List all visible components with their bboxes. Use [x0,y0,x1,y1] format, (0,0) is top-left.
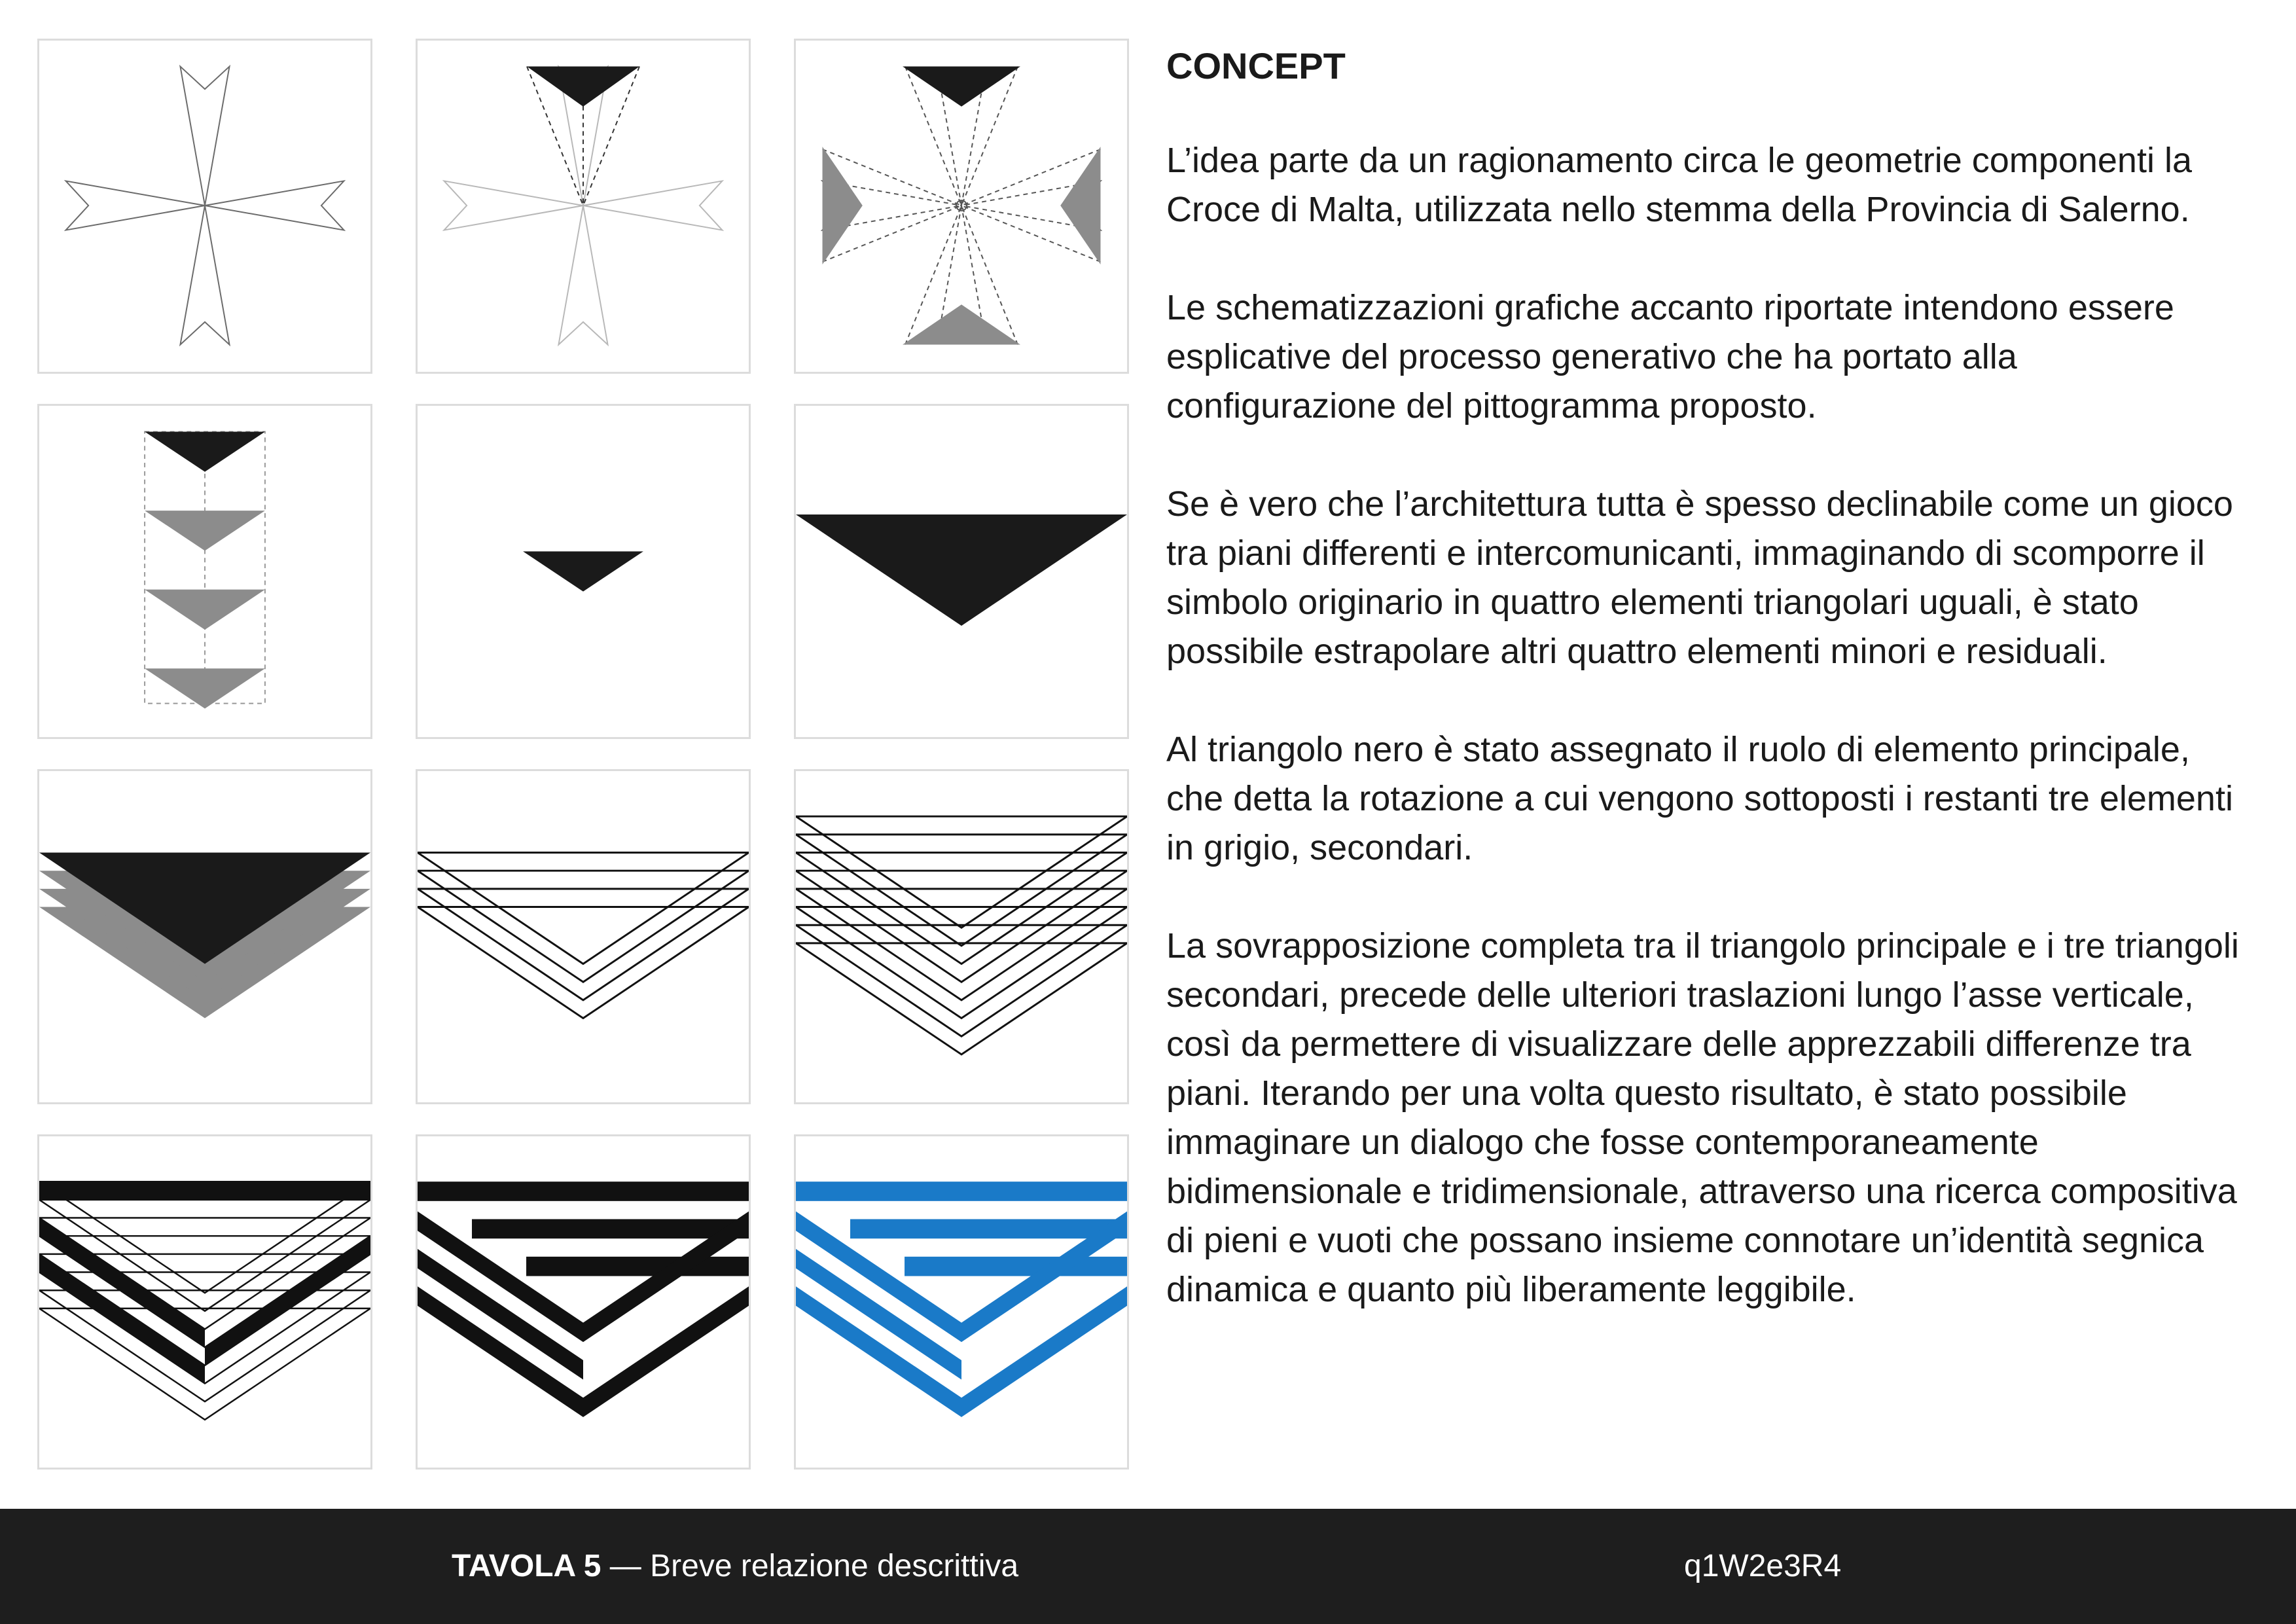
footer-title [452,1548,1018,1584]
footer-tavola: TAVOLA 5 [452,1549,601,1583]
diagram-panel-blue-logo [794,1134,1129,1470]
concept-title: CONCEPT [1166,45,1346,86]
concept-paragraph-5: La sovrapposizione completa tra il triangolo principale e i tre triangoli secondari, precede delle ulteriori traslazioni lungo l’asse verticale, così da permettere di visualizzare delle apprezzabili differenze tra piani. Iterando per una volta questo risultato, è stato possibile immaginare un dialogo che fosse contemporaneamente bidimensionale e tridimensionale, attraverso una ricerca compositiva di pieni e vuoti che possano insieme connotare un’identità segnica dinamica e quanto più liberamente leggibile. [1166,926,2239,1309]
outline-triangle-stack [418,771,749,1102]
diagram-panel-stacked-triangles [37,404,372,739]
concept-paragraph-1: L’idea parte da un ragionamento circa le geometrie componenti la Croce di Malta, utilizzata nello stemma della Provincia di Salerno. [1166,141,2192,229]
concept-paragraph-3: Se è vero che l’architettura tutta è spesso declinabile come un gioco tra piani differenti e intercomunicanti, immaginando di scomporre il simbolo originario in quattro elementi triangolari uguali, è stato possibile estrapolare altri quattro elementi minori e residuali. [1166,484,2233,671]
diagram-panel-outline-stack [416,769,751,1104]
concept-paragraph-4: Al triangolo nero è stato assegnato il ruolo di elemento principale, che detta la rotazione a cui vengono sottoposti i restanti tre elementi in grigio, secondari. [1166,730,2233,867]
footer-code: q1W2e3R4 [1684,1549,1842,1583]
cross-top-triangle-highlight [418,41,749,372]
footer-bar [0,1509,2296,1624]
logo-blue [796,1136,1127,1468]
footer-subtitle: Breve relazione descrittiva [650,1549,1019,1583]
diagram-panel-large-triangle [794,404,1129,739]
diagram-panel-maltese-cross [37,39,372,374]
logo-black [418,1136,749,1468]
triangle-grey-offsets [39,771,370,1102]
outline-triangle-iteration [796,771,1127,1102]
filled-and-outlined-stripes [39,1136,370,1468]
diagram-panel-black-logo [416,1134,751,1470]
concept-paragraph-2: Le schematizzazioni grafiche accanto riportate intendono essere esplicative del processo generativo che ha portato alla configurazione del pittogramma proposto. [1166,288,2174,425]
stacked-triangles [39,406,370,737]
diagram-panel-small-triangle [416,404,751,739]
diagram-panel-four-triangles [794,39,1129,374]
concept-section [1166,39,2253,1363]
diagram-panel-top-triangle [416,39,751,374]
diagram-panel-grey-offset [37,769,372,1104]
cross-four-triangles [796,41,1127,372]
small-black-triangle [418,406,749,737]
diagram-panel-filled-outlines [37,1134,372,1470]
large-black-triangle [796,406,1127,737]
maltese-cross-outline [39,41,370,372]
footer-separator: — [601,1549,651,1583]
diagram-panel-outline-iteration [794,769,1129,1104]
